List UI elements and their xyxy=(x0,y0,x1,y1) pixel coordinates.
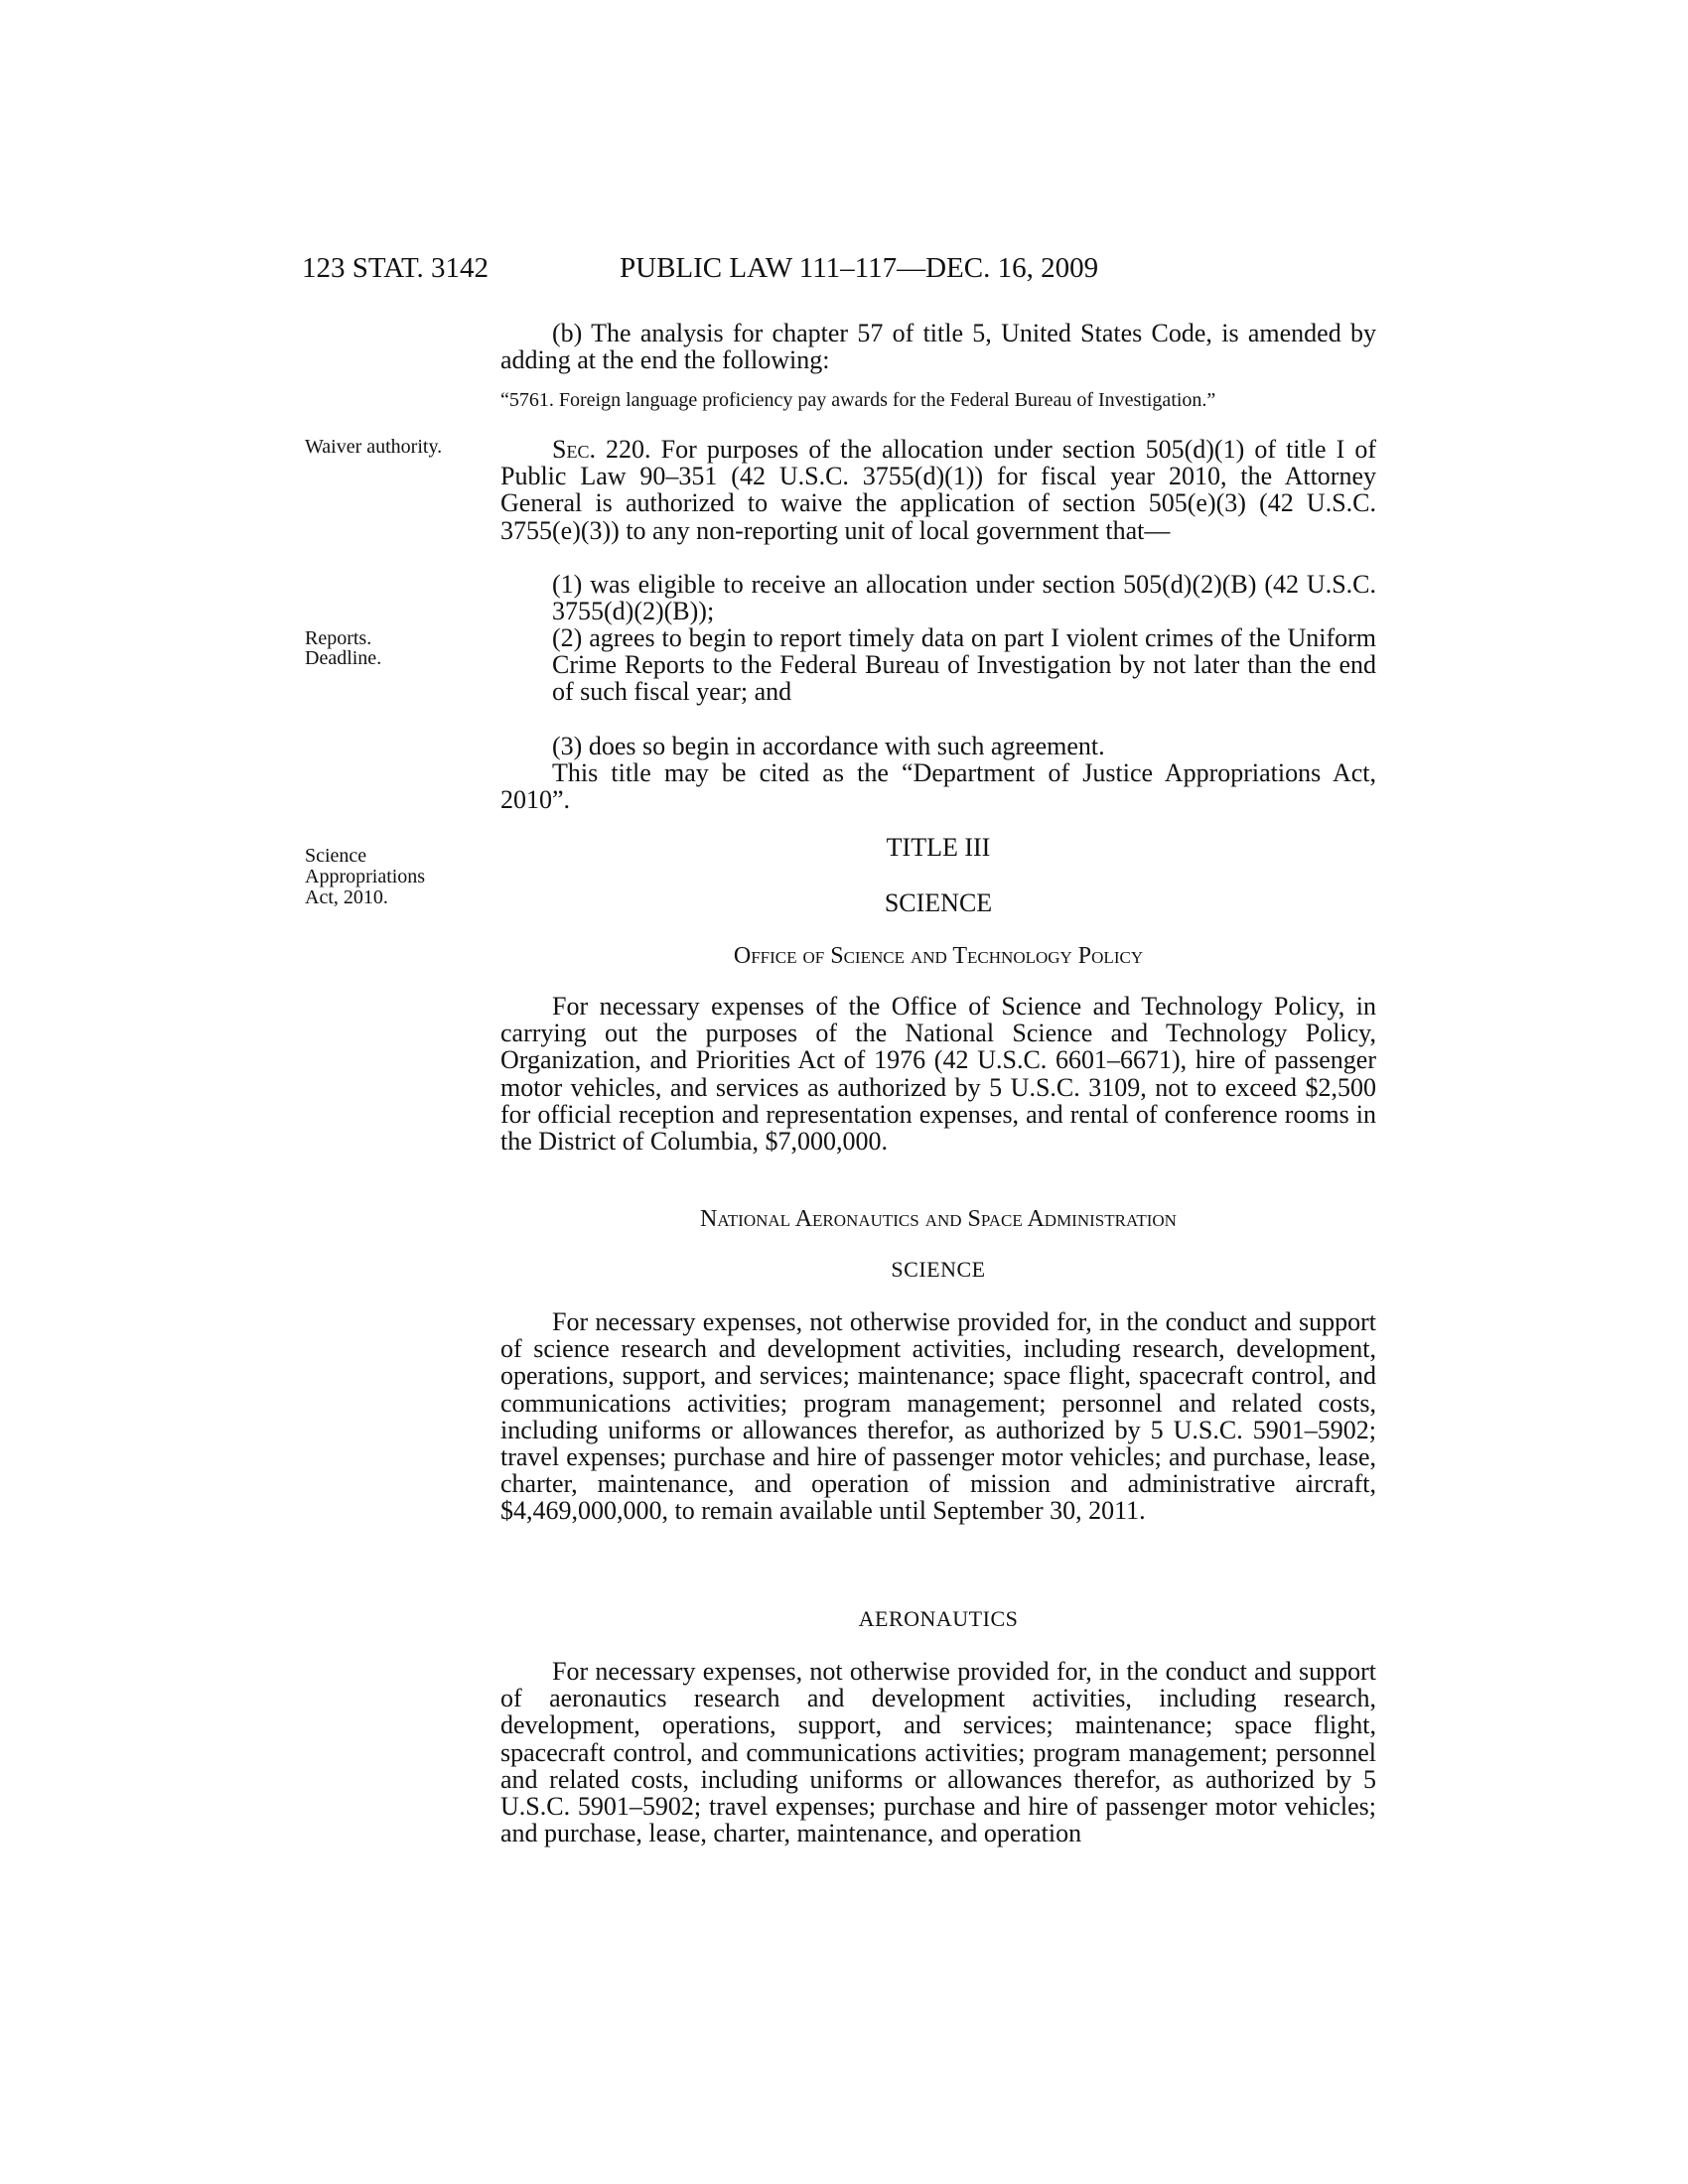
page-stat-citation: 123 STAT. 3142 xyxy=(302,252,490,284)
account-heading-aeronautics: AERONAUTICS xyxy=(858,1606,1019,1631)
paragraph-b: (b) The analysis for chapter 57 of title 5, United States Code, is amended by adding at the end the following: xyxy=(500,319,1376,375)
agency-heading-ostp: Office of Science and Technology Policy xyxy=(733,943,1144,969)
account-heading-science: SCIENCE xyxy=(891,1257,986,1282)
section-220 xyxy=(500,436,1376,544)
agency-heading-nasa: National Aeronautics and Space Administration xyxy=(700,1206,1177,1232)
margin-note-act: Act, 2010. xyxy=(305,887,388,908)
short-title-citation: This title may be cited as the “Department of Justice Appropriations Act, 2010”. xyxy=(500,758,1376,815)
title-heading: TITLE III xyxy=(886,833,991,862)
margin-note-science: Science xyxy=(305,845,367,867)
aeronautics-paragraph: For necessary expenses, not otherwise provided for, in the conduct and support of aeronautics research and development activities, including research, development, operations, support, and services; maintenance; space flight, spacecraft control, and communications activities; program management; personnel and related costs, including uniforms or allowances therefor, as authorized by 5 U.S.C. 5901–5902; travel expenses; purchase and hire of passenger motor vehicles; and purchase, lease, charter, maintenance, and operation xyxy=(500,1657,1376,1848)
ostp-paragraph: For necessary expenses of the Office of Science and Technology Policy, in carrying out the purposes of the National Science and Technology Policy, Organization, and Priorities Act of 1976 (42 U.S.C. 6601–6671), hire of passenger motor vehicles, and services as authorized by 5 U.S.C. 3109, not to exceed $2,500 for official reception and representation expenses, and rental of conference rooms in the District of Columbia, $7,000,000. xyxy=(500,992,1376,1157)
running-header: PUBLIC LAW 111–117—DEC. 16, 2009 xyxy=(620,252,1099,284)
margin-note-waiver: Waiver authority. xyxy=(305,436,443,458)
nasa-science-paragraph: For necessary expenses, not otherwise provided for, in the conduct and support of science research and development activities, including research, development, operations, support, and services; maintenance; space flight, spacecraft control, and communications activities; program management; personnel and related costs, including uniforms or allowances therefor, as authorized by 5 U.S.C. 5901–5902; travel expenses; purchase and hire of passenger motor vehicles; and purchase, lease, charter, maintenance, and operation of mission and administrative aircraft, $4,469,000,000, to remain available until September 30, 2011. xyxy=(500,1307,1376,1526)
item-1: (1) was eligible to receive an allocation under section 505(d)(2)(B) (42 U.S.C. 3755(d)(2)(B)); xyxy=(552,570,1376,626)
section-label: Sec. 220. xyxy=(552,435,651,464)
amendment-entry: “5761. Foreign language proficiency pay awards for the Federal Bureau of Investigation.” xyxy=(500,389,1216,411)
margin-note-appropriations: Appropriations xyxy=(305,866,426,887)
item-3: (3) does so begin in accordance with such agreement. xyxy=(552,732,1105,760)
margin-note-deadline: Deadline. xyxy=(305,647,382,669)
section-text: For purposes of the allocation under section 505(d)(1) of title I of Public Law 90–351 (42 U.S.C. 3755(d)(1)) for fiscal year 2010, the Attorney General is authorized to waive the application of section 505(e)(3) (42 U.S.C. 3755(e)(3)) to any non-reporting unit of local government that— xyxy=(500,435,1377,545)
margin-note-reports: Reports. xyxy=(305,627,372,649)
item-2: (2) agrees to begin to report timely data on part I violent crimes of the Uniform Crime Reports to the Federal Bureau of Investigation by not later than the end of such fiscal year; and xyxy=(552,623,1376,707)
title-name: SCIENCE xyxy=(884,888,993,917)
